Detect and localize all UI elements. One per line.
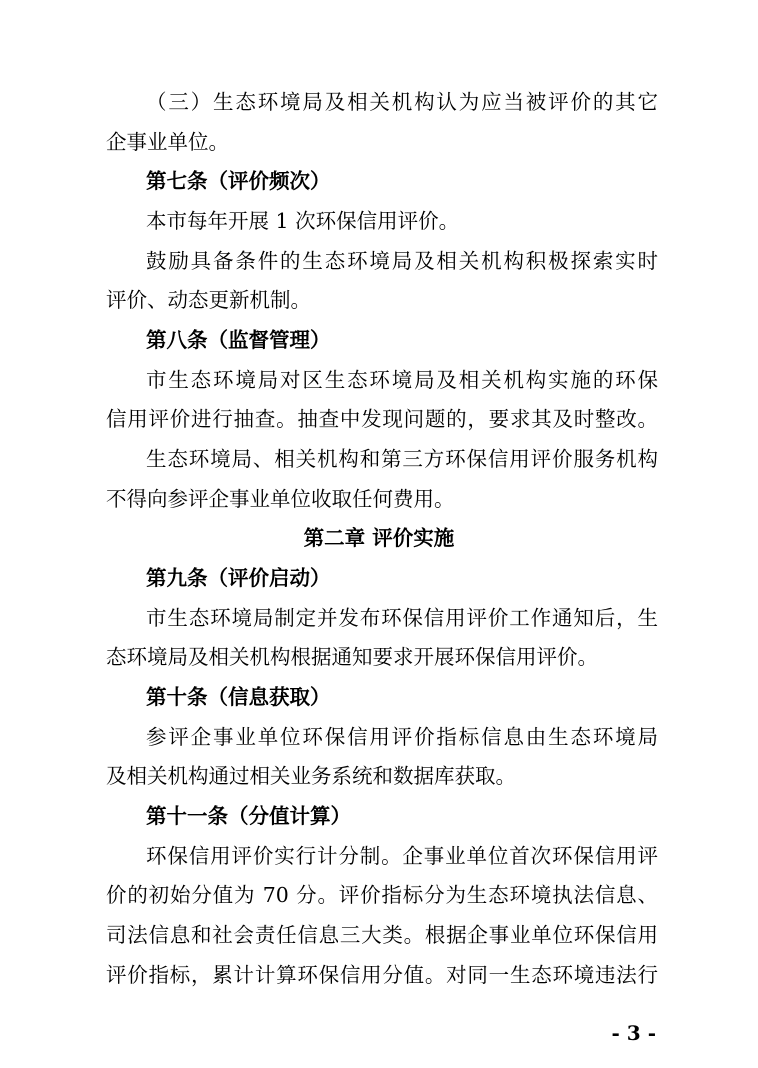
paragraph-line: 态环境局及相关机构根据通知要求开展环保信用评价。 <box>106 645 598 669</box>
paragraph-line: 及相关机构通过相关业务系统和数据库获取。 <box>106 764 516 788</box>
paragraph-line: 评价指标，累计计算环保信用分值。对同一生态环境违法行 <box>106 963 658 987</box>
paragraph-line: 不得向参评企事业单位收取任何费用。 <box>106 487 455 511</box>
article-11-heading: 第十一条（分值计算） <box>146 804 351 828</box>
paragraph-line: 司法信息和社会责任信息三大类。根据企事业单位环保信用 <box>106 923 658 947</box>
paragraph-line: （三）生态环境局及相关机构认为应当被评价的其它 <box>146 90 658 114</box>
paragraph-line: 信用评价进行抽查。抽查中发现问题的，要求其及时整改。 <box>106 407 658 431</box>
paragraph-line: 评价、动态更新机制。 <box>106 288 311 312</box>
article-10-heading: 第十条（信息获取） <box>146 685 331 709</box>
page-number: - 3 - <box>611 1021 656 1045</box>
article-9-heading: 第九条（评价启动） <box>146 566 331 590</box>
paragraph-line: 价的初始分值为 70 分。评价指标分为生态环境执法信息、 <box>106 883 658 907</box>
chapter-2-title: 第二章 评价实施 <box>303 526 455 550</box>
paragraph-line: 市生态环境局对区生态环境局及相关机构实施的环保 <box>146 368 658 392</box>
paragraph-line: 鼓励具备条件的生态环境局及相关机构积极探索实时 <box>146 249 658 273</box>
paragraph-line: 参评企事业单位环保信用评价指标信息由生态环境局 <box>146 725 658 749</box>
article-8-heading: 第八条（监督管理） <box>146 328 331 352</box>
article-7-heading: 第七条（评价频次） <box>146 169 331 193</box>
paragraph-line: 企事业单位。 <box>106 130 229 154</box>
paragraph-line: 市生态环境局制定并发布环保信用评价工作通知后，生 <box>146 606 658 630</box>
paragraph-line: 环保信用评价实行计分制。企事业单位首次环保信用评 <box>146 844 658 868</box>
paragraph-line: 生态环境局、相关机构和第三方环保信用评价服务机构 <box>146 447 658 471</box>
paragraph-line: 本市每年开展 1 次环保信用评价。 <box>146 209 460 233</box>
